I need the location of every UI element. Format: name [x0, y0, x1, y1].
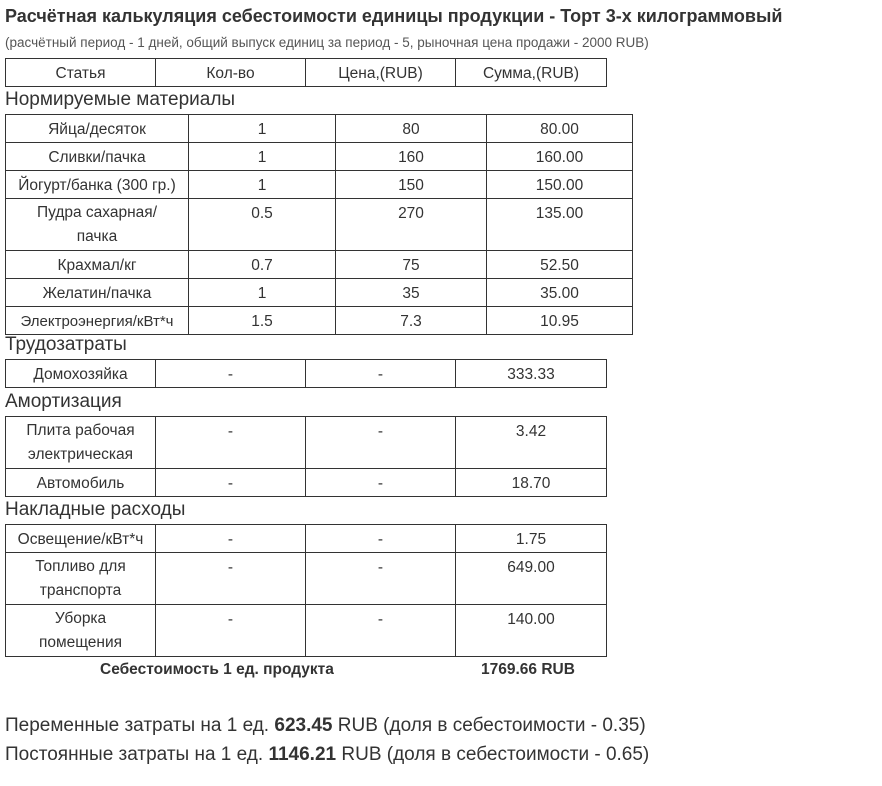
table-row [6, 417, 607, 469]
cell-sum: 1.75 [456, 525, 607, 553]
cell-price: 80 [336, 115, 487, 143]
variable-costs-line [5, 715, 646, 737]
fixed-costs-value: 1146.21 [268, 744, 337, 765]
cell-price: 35 [336, 279, 487, 307]
cell-price: 160 [336, 143, 487, 171]
cell-sum: 10.95 [487, 307, 633, 335]
table-row [6, 360, 607, 388]
cell-sum: 80.00 [487, 115, 633, 143]
table-row [6, 307, 633, 335]
cell-item: Желатин/пачка [6, 279, 189, 307]
page-subtitle: (расчётный период - 1 дней, общий выпуск единиц за период - 5, рыночная цена продажи - 2000 RUB) [5, 35, 649, 50]
fixed-costs-line [5, 744, 649, 766]
column-header: Сумма,(RUB) [456, 59, 607, 87]
cell-sum: 135.00 [487, 199, 633, 251]
cell-qty: 0.5 [189, 199, 336, 251]
cell-sum: 140.00 [456, 605, 607, 657]
cell-item: Уборка помещения [6, 605, 156, 657]
fixed-costs-suffix: RUB (доля в себестоимости - 0.65) [341, 744, 650, 765]
cell-sum: 35.00 [487, 279, 633, 307]
cell-qty: - [156, 360, 306, 388]
column-header: Цена,(RUB) [306, 59, 456, 87]
cell-qty: 1 [189, 143, 336, 171]
table-row [6, 115, 633, 143]
table-row [6, 525, 607, 553]
cell-qty: 0.7 [189, 251, 336, 279]
cell-item: Яйца/десяток [6, 115, 189, 143]
variable-costs-suffix: RUB (доля в себестоимости - 0.35) [337, 715, 646, 736]
cell-sum: 18.70 [456, 469, 607, 497]
cell-price: - [306, 605, 456, 657]
section-title-labor: Трудозатраты [5, 334, 127, 355]
cell-qty: 1.5 [189, 307, 336, 335]
column-header: Кол-во [156, 59, 306, 87]
cell-item: Йогурт/банка (300 гр.) [6, 171, 189, 199]
table-row [6, 199, 633, 251]
cell-price: - [306, 553, 456, 605]
cell-item: Сливки/пачка [6, 143, 189, 171]
cell-sum: 150.00 [487, 171, 633, 199]
table-row [6, 553, 607, 605]
section-title-materials: Нормируемые материалы [5, 89, 236, 110]
cell-qty: - [156, 469, 306, 497]
cell-price: - [306, 417, 456, 469]
cell-qty: 1 [189, 115, 336, 143]
cell-item: Автомобиль [6, 469, 156, 497]
cell-qty: 1 [189, 279, 336, 307]
cell-item: Плита рабочая электрическая [6, 417, 156, 469]
cell-qty: - [156, 417, 306, 469]
cell-sum: 649.00 [456, 553, 607, 605]
table-row [6, 251, 633, 279]
cell-sum: 160.00 [487, 143, 633, 171]
cell-qty: 1 [189, 171, 336, 199]
depreciation-table [5, 416, 607, 497]
table-row [6, 605, 607, 657]
cell-qty: - [156, 605, 306, 657]
materials-table [5, 114, 633, 335]
total-value: 1769.66 RUB [481, 661, 575, 678]
header-row [6, 59, 607, 87]
section-title-overhead: Накладные расходы [5, 499, 186, 520]
section-title-depreciation: Амортизация [5, 391, 122, 412]
fixed-costs-prefix: Постоянные затраты на 1 ед. [5, 744, 264, 765]
cell-price: 7.3 [336, 307, 487, 335]
cell-item: Домохозяйка [6, 360, 156, 388]
total-label: Себестоимость 1 ед. продукта [100, 661, 334, 678]
table-row [6, 469, 607, 497]
cell-item: Крахмал/кг [6, 251, 189, 279]
table-row [6, 143, 633, 171]
cell-qty: - [156, 553, 306, 605]
cell-item: Топливо для транспорта [6, 553, 156, 605]
variable-costs-value: 623.45 [274, 715, 333, 736]
cell-qty: - [156, 525, 306, 553]
cell-item: Пудра сахарная/пачка [6, 199, 189, 251]
overhead-table [5, 524, 607, 657]
cell-item: Электроэнергия/кВт*ч [6, 307, 189, 335]
page-title: Расчётная калькуляция себестоимости единицы продукции - Торт 3-х килограммовый [5, 6, 783, 26]
column-header-table [5, 58, 607, 87]
column-header: Статья [6, 59, 156, 87]
table-row [6, 171, 633, 199]
labor-table [5, 359, 607, 388]
cell-item: Освещение/кВт*ч [6, 525, 156, 553]
cell-price: 270 [336, 199, 487, 251]
cell-sum: 333.33 [456, 360, 607, 388]
cell-price: 150 [336, 171, 487, 199]
cell-price: - [306, 469, 456, 497]
cell-price: - [306, 360, 456, 388]
table-row [6, 279, 633, 307]
variable-costs-prefix: Переменные затраты на 1 ед. [5, 715, 270, 736]
cell-sum: 52.50 [487, 251, 633, 279]
cell-price: - [306, 525, 456, 553]
cell-price: 75 [336, 251, 487, 279]
cell-sum: 3.42 [456, 417, 607, 469]
